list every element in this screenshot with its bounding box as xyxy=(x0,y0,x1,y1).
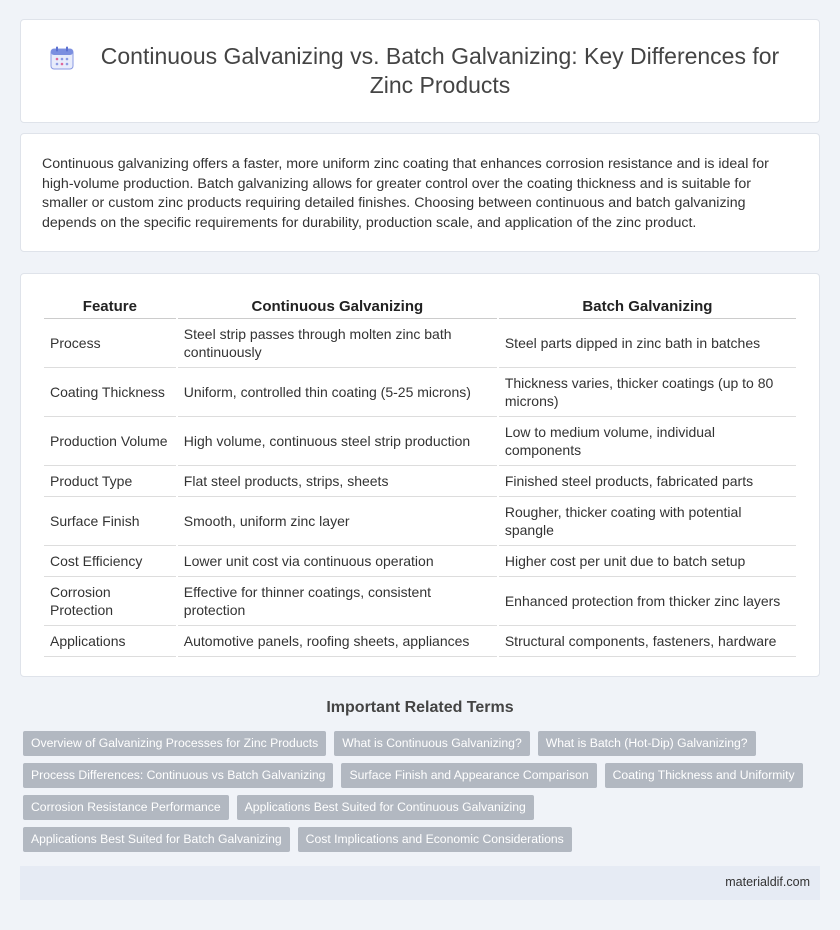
related-terms-list xyxy=(23,731,803,852)
table-row xyxy=(44,466,796,497)
related-term-link[interactable]: Applications Best Suited for Continuous Galvanizing xyxy=(237,795,534,820)
intro-paragraph: Continuous galvanizing offers a faster, more uniform zinc coating that enhances corrosion resistance and is ideal for high-volume production. Batch galvanizing allows for greater control over the coating thickness and is suitable for smaller or custom zinc products requiring detailed finishes. Choosing between continuous and batch galvanizing depends on the specific requirements for durability, production scale, and application of the zinc product. xyxy=(42,156,769,231)
table-row xyxy=(44,577,796,626)
related-term-link[interactable]: Corrosion Resistance Performance xyxy=(23,795,229,820)
feature-cell: Product Type xyxy=(44,466,176,497)
header-batch: Batch Galvanizing xyxy=(499,296,796,319)
related-term-link[interactable]: What is Continuous Galvanizing? xyxy=(334,731,530,756)
related-term-link[interactable]: Applications Best Suited for Batch Galvanizing xyxy=(23,827,290,852)
page-title: Continuous Galvanizing vs. Batch Galvanizing: Key Differences for Zinc Products xyxy=(100,43,780,98)
related-term-link[interactable]: Overview of Galvanizing Processes for Zinc Products xyxy=(23,731,326,756)
table-row xyxy=(44,626,796,657)
batch-cell: Higher cost per unit due to batch setup xyxy=(499,546,796,577)
continuous-cell: Smooth, uniform zinc layer xyxy=(178,497,497,546)
feature-cell: Production Volume xyxy=(44,417,176,466)
comparison-table xyxy=(42,296,798,657)
continuous-cell: Effective for thinner coatings, consistent protection xyxy=(178,577,497,626)
batch-cell: Steel parts dipped in zinc bath in batches xyxy=(499,319,796,368)
related-term-link[interactable]: Cost Implications and Economic Considerations xyxy=(298,827,572,852)
feature-cell: Cost Efficiency xyxy=(44,546,176,577)
batch-cell: Rougher, thicker coating with potential spangle xyxy=(499,497,796,546)
table-row xyxy=(44,546,796,577)
table-row xyxy=(44,319,796,368)
batch-cell: Enhanced protection from thicker zinc layers xyxy=(499,577,796,626)
intro-card xyxy=(20,133,820,252)
continuous-cell: Flat steel products, strips, sheets xyxy=(178,466,497,497)
table-header-row xyxy=(44,296,796,319)
site-link[interactable]: materialdif.com xyxy=(725,875,810,889)
batch-cell: Low to medium volume, individual components xyxy=(499,417,796,466)
table-row xyxy=(44,417,796,466)
table-row xyxy=(44,368,796,417)
header-feature: Feature xyxy=(44,296,176,319)
continuous-cell: Lower unit cost via continuous operation xyxy=(178,546,497,577)
footer-bar xyxy=(20,866,820,900)
header-card xyxy=(20,19,820,123)
comparison-table-card xyxy=(20,273,820,677)
batch-cell: Thickness varies, thicker coatings (up to 80 microns) xyxy=(499,368,796,417)
related-term-link[interactable]: Coating Thickness and Uniformity xyxy=(605,763,803,788)
table-row xyxy=(44,497,796,546)
header-continuous: Continuous Galvanizing xyxy=(178,296,497,319)
related-term-link[interactable]: Process Differences: Continuous vs Batch Galvanizing xyxy=(23,763,333,788)
related-term-link[interactable]: Surface Finish and Appearance Comparison xyxy=(341,763,596,788)
feature-cell: Coating Thickness xyxy=(44,368,176,417)
related-term-link[interactable]: What is Batch (Hot-Dip) Galvanizing? xyxy=(538,731,756,756)
feature-cell: Applications xyxy=(44,626,176,657)
continuous-cell: Steel strip passes through molten zinc bath continuously xyxy=(178,319,497,368)
feature-cell: Corrosion Protection xyxy=(44,577,176,626)
batch-cell: Finished steel products, fabricated parts xyxy=(499,466,796,497)
feature-cell: Process xyxy=(44,319,176,368)
feature-cell: Surface Finish xyxy=(44,497,176,546)
batch-cell: Structural components, fasteners, hardware xyxy=(499,626,796,657)
related-terms-title: Important Related Terms xyxy=(326,699,514,716)
continuous-cell: Uniform, controlled thin coating (5-25 microns) xyxy=(178,368,497,417)
continuous-cell: Automotive panels, roofing sheets, appliances xyxy=(178,626,497,657)
continuous-cell: High volume, continuous steel strip production xyxy=(178,417,497,466)
